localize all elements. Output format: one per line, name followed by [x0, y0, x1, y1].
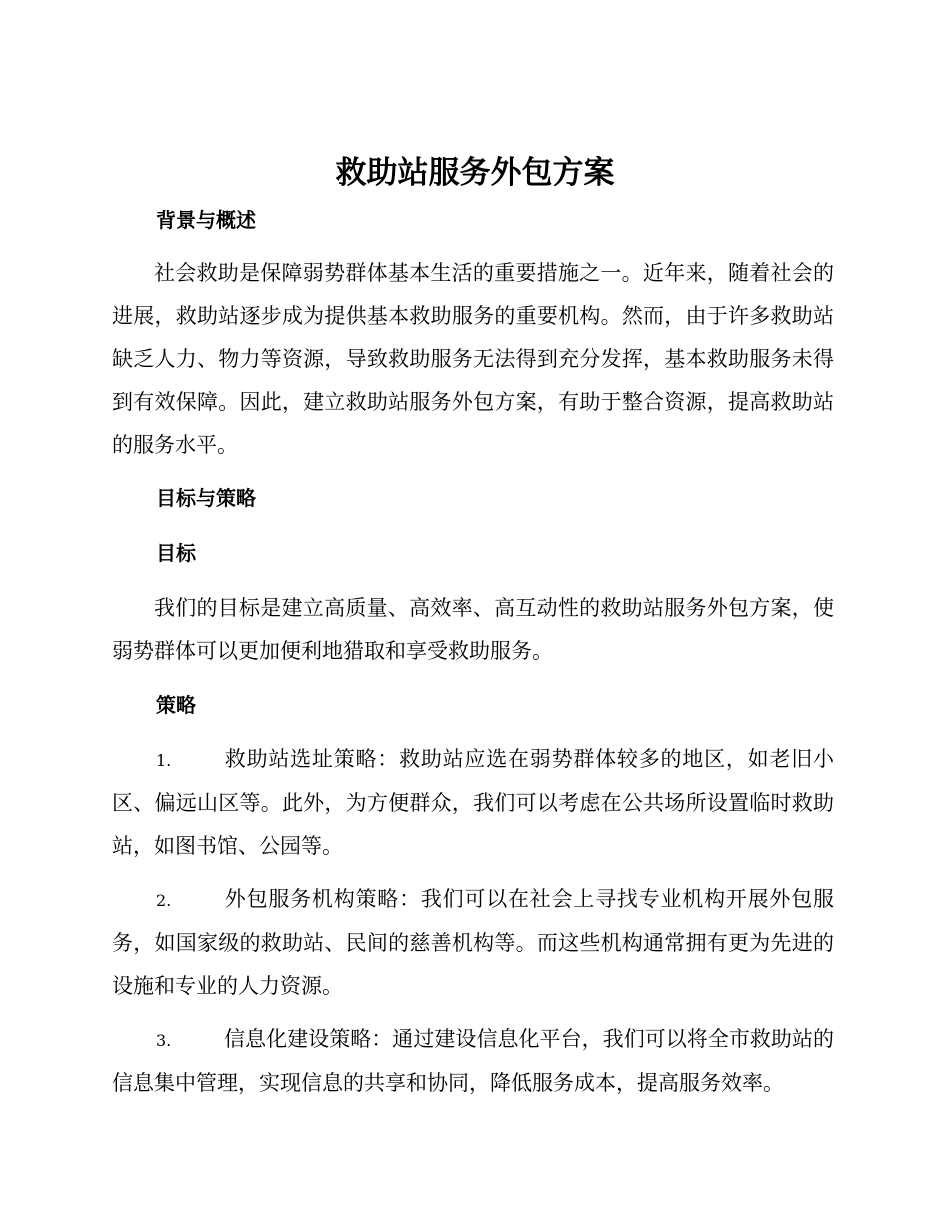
subheading-goal: 目标: [156, 541, 196, 565]
list-item-number: 2.: [156, 891, 172, 910]
background-paragraph: 社会救助是保障弱势群体基本生活的重要措施之一。近年来，随着社会的进展，救助站逐步成为提供基本救助服务的重要机构。然而，由于许多救助站缺乏人力、物力等资源，导致救助服务无法得到充分发挥，基本救助服务未得到有效保障。因此，建立救助站服务外包方案，有助于整合资源，提高救助站的服务水平。: [112, 261, 834, 457]
list-item-text: 外包服务机构策略：我们可以在社会上寻找专业机构开展外包服务，如国家级的救助站、民间的慈善机构等。而这些机构通常拥有更为先进的设施和专业的人力资源。: [112, 887, 834, 998]
list-item-number: 1.: [156, 751, 172, 770]
section-heading-background: 背景与概述: [156, 208, 256, 232]
section-heading-goals-strategy: 目标与策略: [156, 486, 256, 510]
list-item-text: 救助站选址策略：救助站应选在弱势群体较多的地区，如老旧小区、偏远山区等。此外，为方便群众，我们可以考虑在公共场所设置临时救助站，如图书馆、公园等。: [112, 747, 834, 858]
list-item: [112, 878, 834, 1008]
list-item-number: 3.: [156, 1031, 172, 1050]
goal-paragraph: 我们的目标是建立高质量、高效率、高互动性的救助站服务外包方案，使弱势群体可以更加便利地猎取和享受救助服务。: [112, 596, 834, 663]
list-item: [112, 738, 834, 868]
subheading-strategy: 策略: [156, 693, 196, 717]
document-title: 救助站服务外包方案: [335, 155, 615, 191]
list-item-text: 信息化建设策略：通过建设信息化平台，我们可以将全市救助站的信息集中管理，实现信息的共享和协同，降低服务成本，提高服务效率。: [112, 1027, 834, 1095]
list-item: [112, 1018, 834, 1105]
